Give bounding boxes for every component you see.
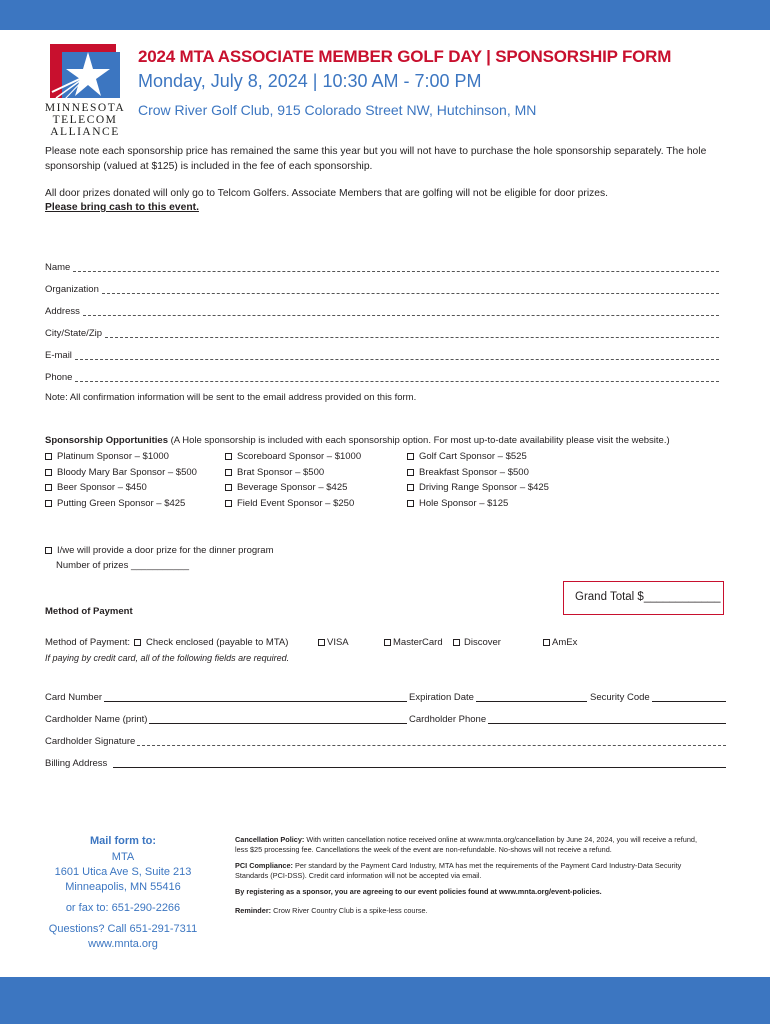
sponsor-option[interactable] bbox=[225, 451, 361, 462]
questions-phone: Questions? Call 651-291-7311 bbox=[48, 923, 198, 935]
credit-card-note: If paying by credit card, all of the following fields are required. bbox=[45, 653, 290, 663]
payment-amex-option[interactable] bbox=[543, 637, 577, 648]
sponsor-option[interactable] bbox=[225, 498, 354, 509]
event-location: Crow River Golf Club, 915 Colorado Street NW, Hutchinson, MN bbox=[138, 102, 537, 118]
sponsor-option-label: Putting Green Sponsor – $425 bbox=[57, 498, 186, 509]
payment-option-label: AmEx bbox=[552, 637, 578, 648]
cancellation-policy-text: With written cancellation notice received online at www.mnta.org/cancellation by June 24, 2024, you will receive a refund, less $25 processing fee. Cancellations the week of the event are non-refundable. No-shows will not receive a refund. bbox=[235, 835, 697, 854]
address-field[interactable] bbox=[45, 304, 719, 318]
checkbox-icon[interactable] bbox=[407, 500, 414, 507]
payment-heading: Method of Payment bbox=[45, 606, 133, 617]
sponsor-option-label: Driving Range Sponsor – $425 bbox=[419, 482, 549, 493]
sponsor-option[interactable] bbox=[407, 482, 549, 493]
sponsor-option-label: Golf Cart Sponsor – $525 bbox=[419, 451, 527, 462]
sponsorship-heading-title: Sponsorship Opportunities bbox=[45, 435, 168, 446]
checkbox-icon[interactable] bbox=[45, 500, 52, 507]
checkbox-icon[interactable] bbox=[45, 453, 52, 460]
cardholder-phone-label: Cardholder Phone bbox=[409, 714, 487, 725]
sponsor-option-label: Beer Sponsor – $450 bbox=[57, 482, 147, 493]
signature-label: Cardholder Signature bbox=[45, 736, 136, 747]
checkbox-icon[interactable] bbox=[45, 484, 52, 491]
name-label: Name bbox=[45, 262, 71, 273]
confirmation-note: Note: All confirmation information will be sent to the email address provided on this form. bbox=[45, 392, 417, 403]
security-code-line[interactable] bbox=[652, 692, 726, 702]
payment-mastercard-option[interactable] bbox=[384, 637, 443, 648]
checkbox-icon[interactable] bbox=[407, 453, 414, 460]
reminder-label: Reminder: bbox=[235, 906, 272, 915]
organization-line[interactable] bbox=[102, 284, 719, 294]
logo-line-1: MINNESOTA bbox=[44, 102, 126, 114]
registration-agreement bbox=[235, 887, 705, 897]
cardholder-name-field[interactable] bbox=[45, 712, 407, 726]
email-label: E-mail bbox=[45, 350, 72, 361]
address-label: Address bbox=[45, 306, 80, 317]
sponsor-option-label: Brat Sponsor – $500 bbox=[237, 467, 325, 478]
sponsor-option-label: Hole Sponsor – $125 bbox=[419, 498, 509, 509]
payment-discover-option[interactable] bbox=[453, 637, 501, 648]
sponsor-option[interactable] bbox=[225, 467, 324, 478]
sponsor-option[interactable] bbox=[45, 498, 185, 509]
billing-address-label: Billing Address bbox=[45, 758, 108, 769]
sponsor-option-label: Platinum Sponsor – $1000 bbox=[57, 451, 169, 462]
grand-total-box[interactable]: Grand Total $____________ bbox=[563, 581, 724, 615]
top-banner bbox=[0, 0, 770, 30]
city-state-zip-label: City/State/Zip bbox=[45, 328, 103, 339]
bottom-banner bbox=[0, 977, 770, 1024]
signature-line[interactable] bbox=[137, 736, 726, 746]
logo-line-2: TELECOM bbox=[52, 114, 118, 126]
sponsor-option-label: Scoreboard Sponsor – $1000 bbox=[237, 451, 362, 462]
sponsorship-heading bbox=[45, 435, 670, 446]
checkbox-icon[interactable] bbox=[407, 484, 414, 491]
logo-line-3: ALLIANCE bbox=[50, 126, 120, 138]
payment-option-label: Discover bbox=[464, 637, 501, 648]
door-prize-paragraph: All door prizes donated will only go to Telcom Golfers. Associate Members that are golfing will not be eligible for door prizes. bbox=[45, 188, 608, 199]
security-code-field[interactable] bbox=[590, 690, 726, 704]
sponsor-option-label: Breakfast Sponsor – $500 bbox=[419, 467, 529, 478]
name-field[interactable] bbox=[45, 260, 719, 274]
sponsor-option[interactable] bbox=[407, 498, 508, 509]
pci-compliance-label: PCI Compliance: bbox=[235, 861, 293, 870]
checkbox-icon[interactable] bbox=[543, 639, 550, 646]
sponsor-option[interactable] bbox=[407, 451, 527, 462]
cardholder-phone-field[interactable] bbox=[409, 712, 726, 726]
card-number-field[interactable] bbox=[45, 690, 407, 704]
checkbox-icon[interactable] bbox=[407, 469, 414, 476]
sponsor-option-label: Beverage Sponsor – $425 bbox=[237, 482, 348, 493]
checkbox-icon[interactable] bbox=[134, 639, 141, 646]
phone-label: Phone bbox=[45, 372, 73, 383]
address-line[interactable] bbox=[83, 306, 719, 316]
registration-agreement-text: By registering as a sponsor, you are agreeing to our event policies found at www.mnta.org/event-policies. bbox=[235, 887, 602, 896]
expiration-field[interactable] bbox=[409, 690, 587, 704]
security-code-label: Security Code bbox=[590, 692, 650, 703]
expiration-line[interactable] bbox=[476, 692, 587, 702]
mail-heading: Mail form to: bbox=[90, 835, 156, 847]
cardholder-name-line[interactable] bbox=[149, 714, 407, 724]
pci-compliance bbox=[235, 861, 705, 881]
reminder bbox=[235, 906, 705, 916]
organization-label: Organization bbox=[45, 284, 99, 295]
city-state-zip-field[interactable] bbox=[45, 326, 719, 340]
cardholder-name-label: Cardholder Name (print) bbox=[45, 714, 148, 725]
phone-line[interactable] bbox=[75, 372, 719, 382]
payment-check-option[interactable] bbox=[45, 637, 288, 648]
sponsor-option-label: Bloody Mary Bar Sponsor – $500 bbox=[57, 467, 197, 478]
cancellation-policy-label: Cancellation Policy: bbox=[235, 835, 305, 844]
pci-compliance-text: Per standard by the Payment Card Industry, MTA has met the requirements of the Payment Card Industry-Data Security Standards (PCI-DSS). Credit card information will not be accepted via email. bbox=[235, 861, 682, 880]
sponsor-option[interactable] bbox=[407, 467, 529, 478]
mail-street: 1601 Utica Ave S, Suite 213 bbox=[54, 866, 192, 878]
checkbox-icon[interactable] bbox=[225, 469, 232, 476]
name-line[interactable] bbox=[73, 262, 719, 272]
mail-city: Minneapolis, MN 55416 bbox=[65, 881, 181, 893]
sponsor-option-label: Field Event Sponsor – $250 bbox=[237, 498, 355, 509]
sponsor-option[interactable] bbox=[225, 482, 347, 493]
organization-field[interactable] bbox=[45, 282, 719, 296]
expiration-label: Expiration Date bbox=[409, 692, 474, 703]
checkbox-icon[interactable] bbox=[384, 639, 391, 646]
number-of-prizes-field[interactable]: Number of prizes ___________ bbox=[56, 560, 190, 571]
city-state-zip-line[interactable] bbox=[105, 328, 719, 338]
fax-number: or fax to: 651-290-2266 bbox=[65, 902, 181, 914]
mail-org: MTA bbox=[111, 851, 135, 863]
sponsor-option[interactable] bbox=[45, 451, 169, 462]
reminder-text: Crow River Country Club is a spike-less course. bbox=[273, 906, 428, 915]
door-prize-option[interactable] bbox=[45, 545, 274, 556]
mail-info bbox=[44, 834, 202, 952]
door-prize-label: I/we will provide a door prize for the dinner program bbox=[57, 545, 274, 556]
phone-field[interactable] bbox=[45, 370, 719, 384]
card-number-line[interactable] bbox=[104, 692, 407, 702]
sponsor-option[interactable] bbox=[45, 467, 197, 478]
card-number-label: Card Number bbox=[45, 692, 103, 703]
logo-wordmark bbox=[44, 102, 126, 138]
cardholder-phone-line[interactable] bbox=[488, 714, 726, 724]
checkbox-icon[interactable] bbox=[225, 453, 232, 460]
checkbox-icon[interactable] bbox=[45, 547, 52, 554]
payment-option-label: MasterCard bbox=[393, 637, 443, 648]
checkbox-icon[interactable] bbox=[225, 500, 232, 507]
billing-address-field[interactable] bbox=[45, 756, 726, 770]
intro-paragraph: Please note each sponsorship price has remained the same this year but you will not have to purchase the hole sponsorship separately. The hole sponsorship (valued at $125) is included in the fee of each sponsorship. bbox=[45, 146, 707, 172]
payment-label: Method of Payment: bbox=[45, 637, 131, 648]
checkbox-icon[interactable] bbox=[225, 484, 232, 491]
email-line[interactable] bbox=[75, 350, 719, 360]
checkbox-icon[interactable] bbox=[318, 639, 325, 646]
signature-field[interactable] bbox=[45, 734, 726, 748]
sponsorship-heading-note: (A Hole sponsorship is included with each sponsorship option. For most up-to-date availability please visit the website.) bbox=[170, 435, 670, 446]
cancellation-policy bbox=[235, 835, 705, 855]
payment-option-label: Check enclosed (payable to MTA) bbox=[146, 637, 289, 648]
mta-logo bbox=[44, 42, 126, 138]
event-date-time: Monday, July 8, 2024 | 10:30 AM - 7:00 PM bbox=[138, 71, 482, 91]
star-logo-icon bbox=[44, 42, 126, 102]
email-field[interactable] bbox=[45, 348, 719, 362]
form-title: 2024 MTA ASSOCIATE MEMBER GOLF DAY | SPONSORSHIP FORM bbox=[138, 47, 672, 66]
checkbox-icon[interactable] bbox=[45, 469, 52, 476]
payment-visa-option[interactable] bbox=[318, 637, 349, 648]
website-link[interactable]: www.mnta.org bbox=[88, 938, 158, 950]
sponsor-option[interactable] bbox=[45, 482, 147, 493]
cash-note: Please bring cash to this event. bbox=[45, 202, 199, 213]
payment-option-label: VISA bbox=[327, 637, 349, 648]
checkbox-icon[interactable] bbox=[453, 639, 460, 646]
billing-address-line[interactable] bbox=[113, 758, 726, 768]
